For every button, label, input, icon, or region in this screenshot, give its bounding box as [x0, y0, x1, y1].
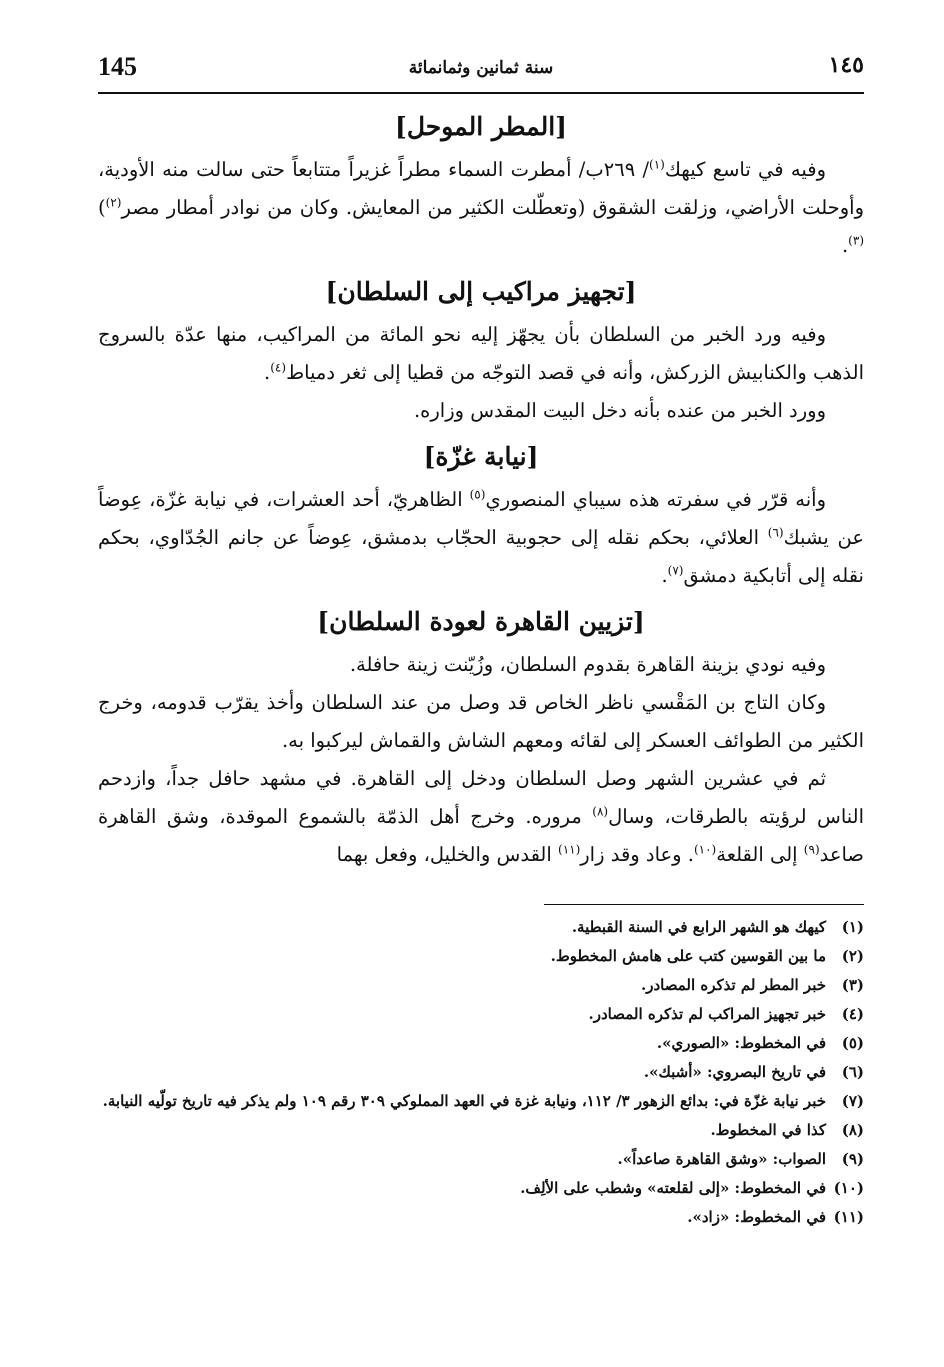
text-run: .	[661, 564, 668, 587]
footnote-number: (٣)	[841, 976, 864, 994]
page-header	[98, 52, 864, 92]
text-run: ثم في عشرين الشهر وصل السلطان ودخل إلى القاهرة. في مشهد حافل جداً، وازدحم الناس لرؤيته بالطرقات، وسال	[98, 767, 865, 828]
footnote-item	[98, 942, 864, 971]
footnote-number: (١)	[841, 918, 864, 936]
paragraph	[98, 151, 864, 265]
footnote-number: (١٠)	[833, 1179, 864, 1197]
footnote-text: في المخطوط: «الصوري».	[656, 1034, 826, 1052]
footnote-item	[98, 1058, 864, 1087]
footnote-ref: (١١)	[558, 842, 581, 857]
text-run: وفيه في تاسع كيهك	[664, 158, 826, 181]
text-run: وأنه قرّر في سفرته هذه سيباي المنصوري	[485, 488, 826, 511]
section-title: [تجهيز مراكيب إلى السلطان]	[325, 277, 637, 306]
paragraph	[98, 316, 864, 392]
text-run: . وعاد وقد زار	[580, 843, 694, 866]
footnote-text: خبر تجهيز المراكب لم تذكره المصادر.	[588, 1005, 826, 1023]
paragraph	[98, 481, 864, 595]
footnote-number: (٢)	[841, 947, 864, 965]
book-page	[98, 52, 864, 1342]
footnote-number: (٤)	[841, 1005, 864, 1023]
footnote-ref: (٦)	[767, 525, 784, 540]
footnote-text: في المخطوط: «إلى لقلعته» وشطب على الألِف.	[520, 1179, 826, 1197]
footnote-item	[98, 1000, 864, 1029]
text-run: )	[98, 196, 106, 219]
footnote-rule	[544, 904, 864, 905]
section-title: [المطر الموحل]	[395, 112, 567, 141]
text-run: وفيه نودي بزينة القاهرة بقدوم السلطان، وزُيّنت زينة حافلة.	[349, 653, 826, 676]
section-title: [نيابة غزّة]	[423, 442, 539, 471]
paragraph	[98, 646, 864, 684]
footnote-ref: (٥)	[469, 487, 486, 502]
footnote-ref: (٤)	[270, 360, 287, 375]
footnote-number: (١١)	[833, 1208, 864, 1226]
footnote-number: (٨)	[841, 1121, 864, 1139]
text-run: مروره. وخرج أهل الذمّة بالشموع الموقدة، وشق القاهرة صاعد	[98, 805, 864, 866]
text-run: / ٢٦٩ب/ أمطرت السماء مطراً غزيراً متتابعاً حتى سالت منه الأودية، وأوحلت الأراضي، وزلقت الشقوق (وتعطّلت الكثير من المعايش. وكان من نوادر أمطار مصر	[98, 158, 864, 219]
footnote-item	[98, 913, 864, 942]
footnote-ref: (٨)	[592, 804, 609, 819]
text-run: وورد الخبر من عنده بأنه دخل البيت المقدس وزاره.	[413, 399, 826, 422]
footnote-item	[98, 1087, 864, 1116]
footnote-text: كذا في المخطوط.	[710, 1121, 826, 1139]
footnote-text: الصواب: «وشق القاهرة صاعداً».	[617, 1150, 826, 1168]
text-run: الظاهريّ، أحد العشرات، في نيابة غزّة، عِوضاً عن يشبك	[98, 488, 864, 549]
footnote-text: خبر المطر لم تذكره المصادر.	[641, 976, 826, 994]
section-title: [تزيين القاهرة لعودة السلطان]	[317, 607, 645, 636]
footnote-ref: (٣)	[848, 233, 864, 248]
page-number-arabic: ١٤٥	[828, 52, 864, 78]
body-text	[98, 112, 864, 874]
footnote-text: في تاريخ البصروي: «أشبك».	[643, 1063, 826, 1081]
footnote-ref: (١٠)	[693, 842, 717, 857]
footnote-item	[98, 971, 864, 1000]
footnote-number: (٥)	[841, 1034, 864, 1052]
footnote-number: (٧)	[841, 1092, 864, 1110]
running-title: سنة ثمانين وثمانمائة	[408, 58, 554, 78]
footnote-ref: (٩)	[803, 842, 820, 857]
footnote-ref: (١)	[649, 157, 665, 172]
footnote-number: (٦)	[841, 1063, 864, 1081]
footnote-text: خبر نيابة غزّة في: بدائع الزهور ٣/ ١١٢، ونيابة غزة في العهد المملوكي ٣٠٩ رقم ١٠٩ ولم يذكر فيه تاريخ تولّيه النيابة.	[102, 1092, 826, 1110]
footnote-text: ما بين القوسين كتب على هامش المخطوط.	[550, 947, 826, 965]
page-number-latin: 145	[98, 52, 137, 81]
text-run: .	[264, 361, 271, 384]
paragraph	[98, 392, 864, 430]
text-run: .	[841, 234, 849, 257]
text-run: العلائي، بحكم نقله إلى حجوبية الحجّاب بدمشق، عِوضاً عن جانم الجُدّاوي، بحكم نقله إلى أتابكية دمشق	[98, 526, 864, 587]
footnote-text: كيهك هو الشهر الرابع في السنة القبطية.	[571, 918, 826, 936]
footnote-item	[98, 1145, 864, 1174]
footnote-text: في المخطوط: «زاد».	[687, 1208, 826, 1226]
footnote-number: (٩)	[841, 1150, 864, 1168]
footnote-item	[98, 1029, 864, 1058]
header-rule	[98, 92, 864, 94]
footnote-item	[98, 1174, 864, 1203]
text-run: إلى القلعة	[716, 843, 804, 866]
footnote-item	[98, 1203, 864, 1232]
footnotes	[98, 913, 864, 1232]
footnote-item	[98, 1116, 864, 1145]
paragraph	[98, 684, 864, 760]
text-run: وفيه ورد الخبر من السلطان بأن يجهّز إليه نحو المائة من المراكيب، منها عدّة بالسروج الذهب والكنابيش الزركش، وأنه في قصد التوجّه من قطيا إلى ثغر دمياط	[98, 323, 864, 384]
paragraph	[98, 760, 864, 874]
footnote-ref: (٢)	[105, 195, 122, 210]
footnote-ref: (٧)	[667, 563, 684, 578]
text-run: القدس والخليل، وفعل بهما	[336, 843, 558, 866]
text-run: وكان التاج بن المَقْسي ناظر الخاص قد وصل من عند السلطان وأخذ يقرّب قدومه، وخرج الكثير من الطوائف العسكر إلى لقائه ومعهم الشاش والقماش ليركبوا به.	[98, 691, 864, 752]
